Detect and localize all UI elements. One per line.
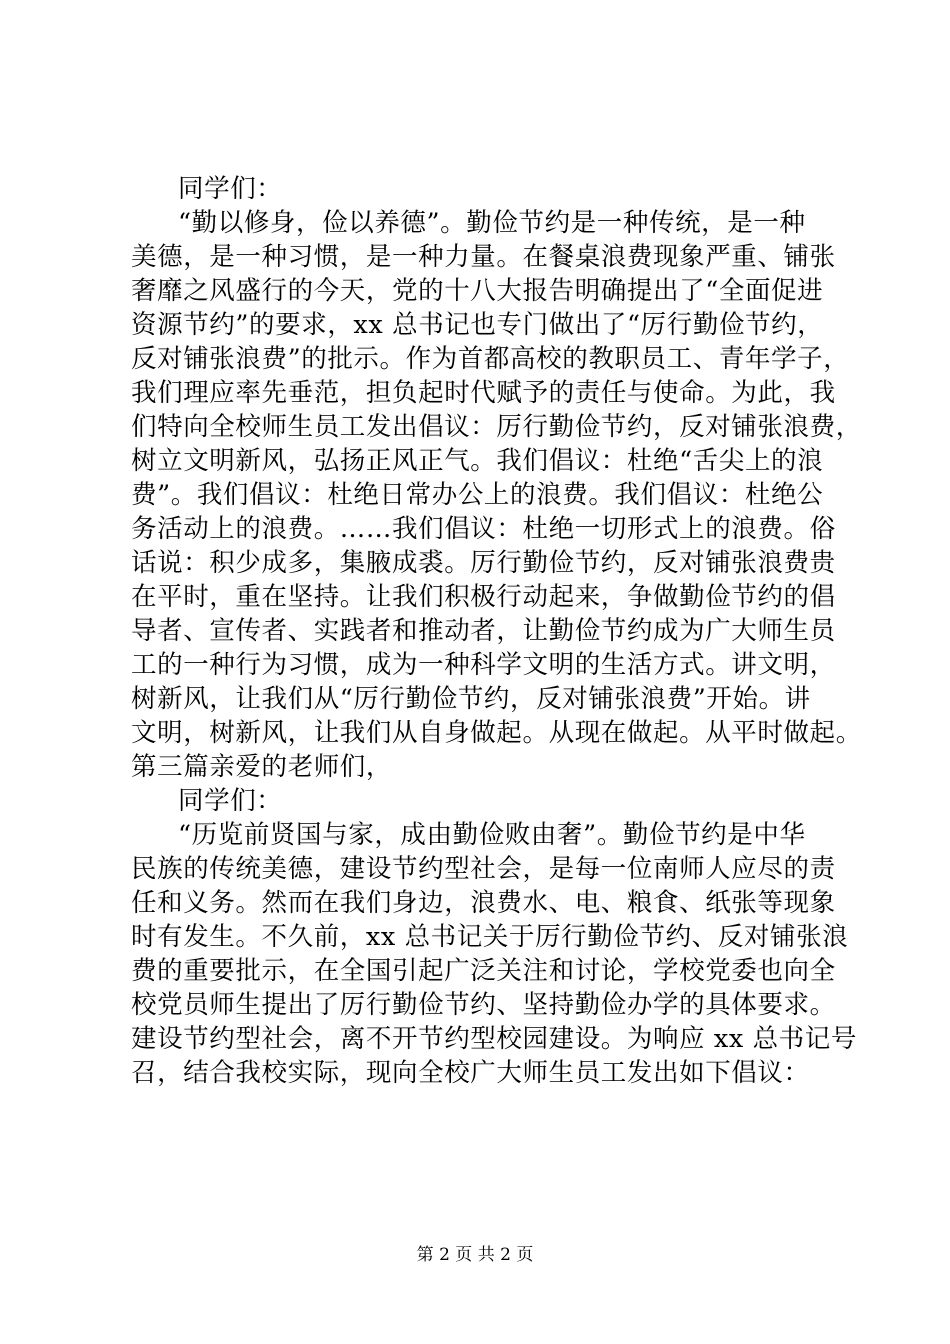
section-heading: 第三篇亲爱的老师们， xyxy=(131,752,393,782)
paragraph-line: “勤以修身，俭以养德”。勤俭节约是一种传统，是一种 xyxy=(178,208,806,238)
paragraph-line: 树新风，让我们从“厉行勤俭节约，反对铺张浪费”开始。讲 xyxy=(131,684,811,714)
paragraph-line: 资源节约”的要求，xx 总书记也专门做出了“厉行勤俭节约， xyxy=(131,310,824,340)
paragraph-line: 校党员师生提出了厉行勤俭节约、坚持勤俭办学的具体要求。 xyxy=(131,990,836,1020)
page-number-footer: 第 2 页 共 2 页 xyxy=(416,1245,534,1265)
paragraph-line: 在平时，重在坚持。让我们积极行动起来，争做勤俭节约的倡 xyxy=(131,582,836,612)
salutation: 同学们： xyxy=(178,174,283,204)
salutation: 同学们： xyxy=(178,786,283,816)
paragraph-line: 话说：积少成多，集腋成裘。厉行勤俭节约，反对铺张浪费贵 xyxy=(131,548,836,578)
paragraph-line: 我们理应率先垂范，担负起时代赋予的责任与使命。为此，我 xyxy=(131,378,836,408)
paragraph-line: 们特向全校师生员工发出倡议：厉行勤俭节约，反对铺张浪费， xyxy=(131,412,862,442)
paragraph-line: 工的一种行为习惯，成为一种科学文明的生活方式。讲文明， xyxy=(131,650,836,680)
paragraph-line: 时有发生。不久前，xx 总书记关于厉行勤俭节约、反对铺张浪 xyxy=(131,922,849,952)
paragraph-line: 民族的传统美德，建设节约型社会，是每一位南师人应尽的责 xyxy=(131,854,836,884)
paragraph-line: 建设节约型社会，离不开节约型校园建设。为响应 xx 总书记号 xyxy=(131,1024,857,1054)
paragraph-line: 召，结合我校实际，现向全校广大师生员工发出如下倡议： xyxy=(131,1058,810,1088)
paragraph-line: 导者、宣传者、实践者和推动者，让勤俭节约成为广大师生员 xyxy=(131,616,836,646)
paragraph-line: 费”。我们倡议：杜绝日常办公上的浪费。我们倡议：杜绝公 xyxy=(131,480,824,510)
paragraph-line: 任和义务。然而在我们身边，浪费水、电、粮食、纸张等现象 xyxy=(131,888,836,918)
paragraph-line: 务活动上的浪费。……我们倡议：杜绝一切形式上的浪费。俗 xyxy=(131,514,836,544)
paragraph-line: 费的重要批示，在全国引起广泛关注和讨论，学校党委也向全 xyxy=(131,956,836,986)
paragraph-line: 奢靡之风盛行的今天，党的十八大报告明确提出了“全面促进 xyxy=(131,276,824,306)
paragraph-line: 树立文明新风，弘扬正风正气。我们倡议：杜绝“舌尖上的浪 xyxy=(131,446,824,476)
paragraph-line: 反对铺张浪费”的批示。作为首都高校的教职员工、青年学子， xyxy=(131,344,850,374)
paragraph-line: 美德，是一种习惯，是一种力量。在餐桌浪费现象严重、铺张 xyxy=(131,242,836,272)
paragraph-line: 文明，树新风，让我们从自身做起。从现在做起。从平时做起。 xyxy=(131,718,862,748)
paragraph-line: “历览前贤国与家，成由勤俭败由奢”。勤俭节约是中华 xyxy=(178,820,806,850)
